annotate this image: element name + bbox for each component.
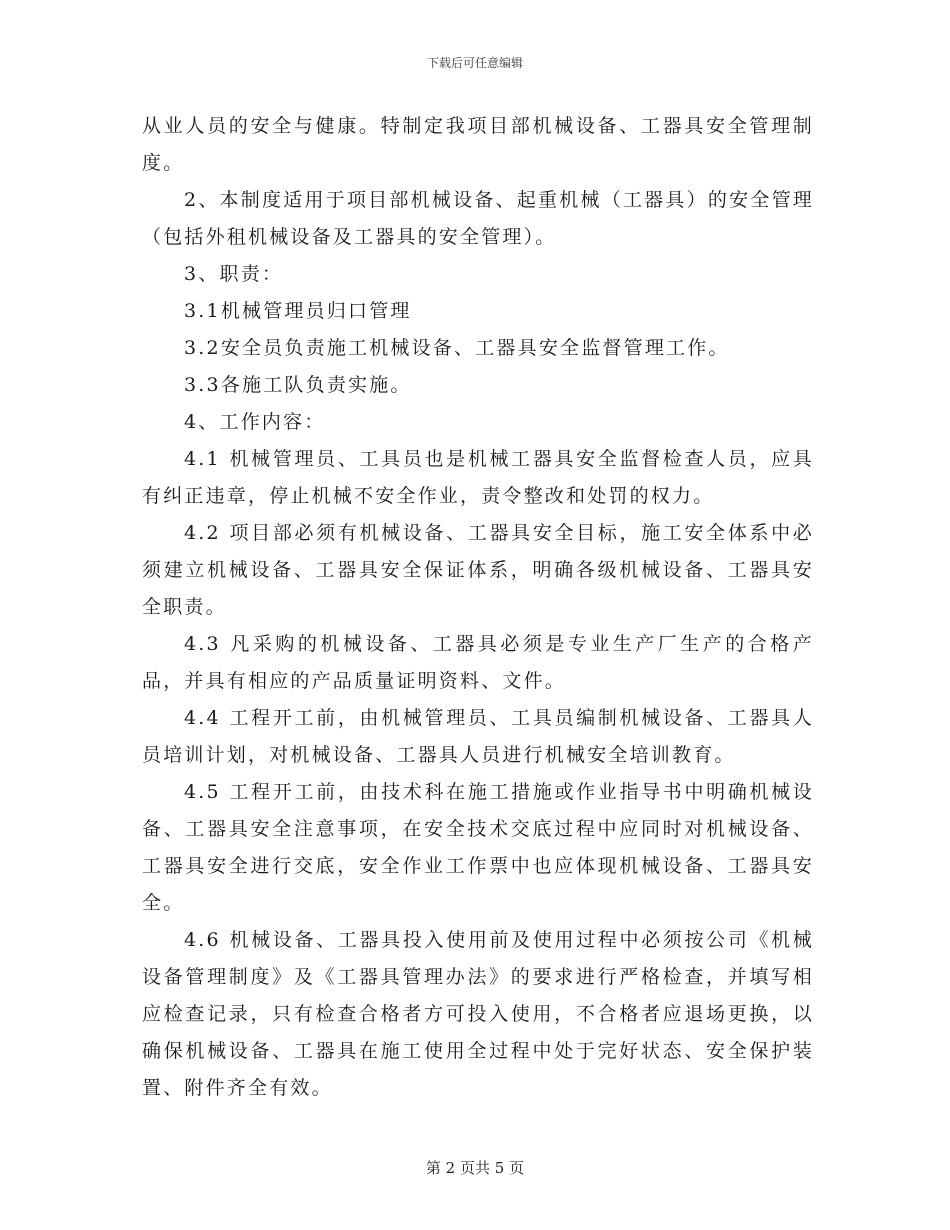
paragraph-duty-3-3: 3.3各施工队负责实施。 [184,374,412,396]
page-header: 下载后可任意编辑 [426,56,523,70]
paragraph-intro: 从业人员的安全与健康。特制定我项目部机械设备、工器具安全管理制度。 [142,115,814,174]
paragraph-work-4-5: 4.5 工程开工前，由技术科在施工措施或作业指导书中明确机械设备、工器具安全注意事项，在安全技术交底过程中应同时对机械设备、工器具安全进行交底，安全作业工作票中也应体现机械设备、工器具安全。 [142,781,814,914]
paragraph-work-4-6: 4.6 机械设备、工器具投入使用前及使用过程中必须按公司《机械设备管理制度》及《工器具管理办法》的要求进行严格检查，并填写相应检查记录，只有检查合格者方可投入使用，不合格者应退场更换，以确保机械设备、工器具在施工使用全过程中处于完好状态、安全保护装置、附件齐全有效。 [142,929,814,1099]
paragraph-duty-3-2: 3.2安全员负责施工机械设备、工器具安全监督管理工作。 [184,337,730,359]
paragraph-duty-3-1: 3.1机械管理员归口管理 [184,300,412,322]
document-body [142,108,814,1107]
paragraph-work-4-3: 4.3 凡采购的机械设备、工器具必须是专业生产厂生产的合格产品，并具有相应的产品质量证明资料、文件。 [142,633,814,692]
paragraph-work-heading: 4、工作内容： [184,411,326,433]
paragraph-work-4-2: 4.2 项目部必须有机械设备、工器具安全目标，施工安全体系中必须建立机械设备、工器具安全保证体系，明确各级机械设备、工器具安全职责。 [142,522,814,618]
paragraph-work-4-4: 4.4 工程开工前，由机械管理员、工具员编制机械设备、工器具人员培训计划，对机械设备、工器具人员进行机械安全培训教育。 [142,707,814,766]
paragraph-duties-heading: 3、职责： [184,263,284,285]
page-number: 第 2 页共 5 页 [425,1159,525,1177]
paragraph-work-4-1: 4.1 机械管理员、工具员也是机械工器具安全监督检查人员，应具有纠正违章，停止机械不安全作业，责令整改和处罚的权力。 [142,448,814,507]
paragraph-scope: 2、本制度适用于项目部机械设备、起重机械（工器具）的安全管理（包括外租机械设备及工器具的安全管理）。 [142,189,814,248]
